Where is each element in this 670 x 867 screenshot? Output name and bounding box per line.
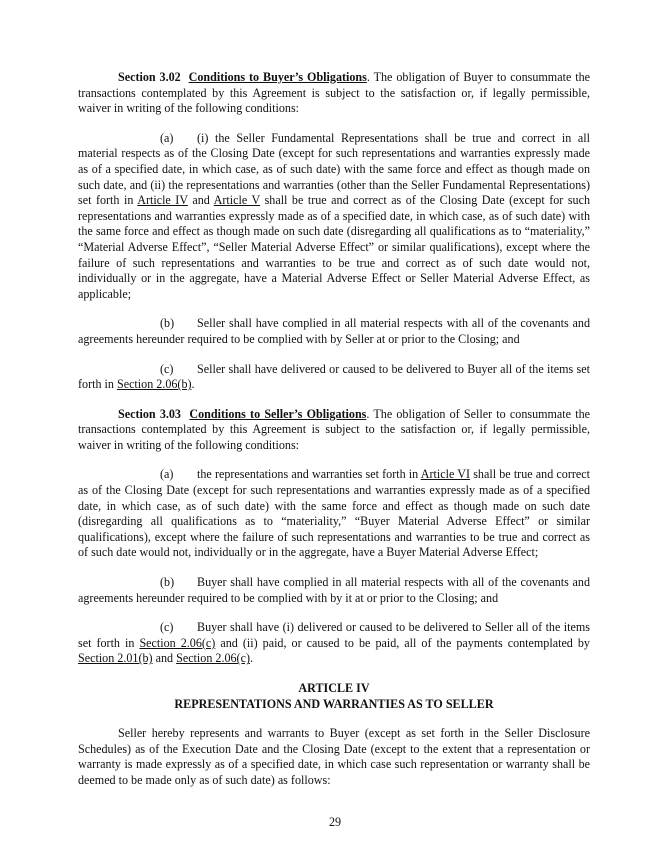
clause-marker: (b) xyxy=(160,575,175,590)
section-3-02-c: (c) Seller shall have delivered or caused to be delivered to Buyer all of the items set forth in Section 2.06(b). xyxy=(78,361,590,392)
clause-marker: (a) xyxy=(160,467,174,482)
ref-section-2-06-c[interactable]: Section 2.06(c) xyxy=(139,635,216,650)
section-3-02-label: Section 3.02 xyxy=(118,70,181,84)
ref-section-2-06-b[interactable]: Section 2.06(b) xyxy=(116,377,192,392)
section-3-03-c: (c) Buyer shall have (i) delivered or caused to be delivered to Seller all of the items set forth in Section 2.06(c) and (ii) paid, or caused to be paid, all of the payments contemplated by Section 2.01(b) and Section 2.06(c). xyxy=(78,620,590,666)
page-number: 29 xyxy=(328,815,342,829)
clause-marker: (a) xyxy=(160,130,174,145)
section-3-03-b: (b) Buyer shall have complied in all material respects with all of the covenants and agreements hereunder required to be complied with by it at or prior to the Closing; and xyxy=(78,575,590,605)
section-3-02-paragraph xyxy=(78,70,590,117)
document-page xyxy=(78,70,590,803)
ref-section-2-06-c-second[interactable]: Section 2.06(c) xyxy=(176,651,250,666)
section-3-02-b: (b) Seller shall have complied in all material respects with all of the covenants and agreements hereunder required to be complied with by Seller at or prior to the Closing; and xyxy=(78,316,590,346)
section-3-02-title: Conditions to Buyer’s Obligations xyxy=(188,70,367,84)
ref-article-iv[interactable]: Article IV xyxy=(137,193,188,208)
section-3-03-a: (a) the representations and warranties set forth in Article VI shall be true and correct as of the Closing Date (except for such representations and warranties expressly made as of a specified date, in which case, as of such date) with the same force and effect as though made on such date (disregarding all qualifications as to “materiality,” “Buyer Material Adverse Effect” or similar qualifications), except where the failure of such representations and warranties to be true and correct as of such date would not, individually or in the aggregate, have a Buyer Material Adverse Effect; xyxy=(78,467,590,560)
clause-marker: (c) xyxy=(160,620,174,635)
clause-marker: (c) xyxy=(160,361,174,376)
article-heading xyxy=(78,681,590,712)
ref-article-vi[interactable]: Article VI xyxy=(420,467,471,482)
ref-article-v[interactable]: Article V xyxy=(213,193,261,208)
ref-section-2-01-b[interactable]: Section 2.01(b) xyxy=(78,651,153,666)
article-number: ARTICLE IV xyxy=(298,681,370,695)
section-3-02-a: (a) (i) the Seller Fundamental Representations shall be true and correct in all material respects as of the Closing Date (except for such representations and warranties expressly made as of a specified date, in which case, as of such date) with the same force and effect as though made on such date, and (ii) the representations and warranties (other than the Seller Fundamental Representations) set forth in Article IV and Article V shall be true and correct as of the Closing Date (except for such representations and warranties expressly made as of a specified date, in which case, as of such date) with the same force and effect as though made on such date (disregarding all qualifications as to “materiality,” “Material Adverse Effect”, “Seller Material Adverse Effect” or similar qualifications), except where the failure of such representations and warranties to be true and correct as of such date would not, individually or in the aggregate, have a Material Adverse Effect or Seller Material Adverse Effect, as applicable; xyxy=(78,130,590,301)
section-3-02-intro: . The obligation of Buyer to consummate the transactions contemplated by this Agreement is subject to the satisfaction or, if legally permissible, waiver in writing of the following conditions: xyxy=(78,70,591,116)
article-title: REPRESENTATIONS AND WARRANTIES AS TO SELLER xyxy=(174,696,494,711)
section-3-03-label: Section 3.03 xyxy=(118,406,181,421)
section-3-03-intro: . The obligation of Seller to consummate the transactions contemplated by this Agreement is subject to the satisfaction or, if legally permissible, waiver in writing of the following conditions: xyxy=(78,406,591,452)
clause-marker: (b) xyxy=(160,316,175,331)
section-3-03-paragraph xyxy=(78,407,590,454)
section-3-03-title: Conditions to Seller’s Obligations xyxy=(189,406,367,421)
article-intro-paragraph: Seller hereby represents and warrants to Buyer (except as set forth in the Seller Disclosure Schedules) as of the Execution Date and the Closing Date (except to the extent that a representation or warranty is made expressly as of a specified date, in which case such representation or warranty shall be deemed to be made only as of such date) as follows: xyxy=(78,726,590,787)
